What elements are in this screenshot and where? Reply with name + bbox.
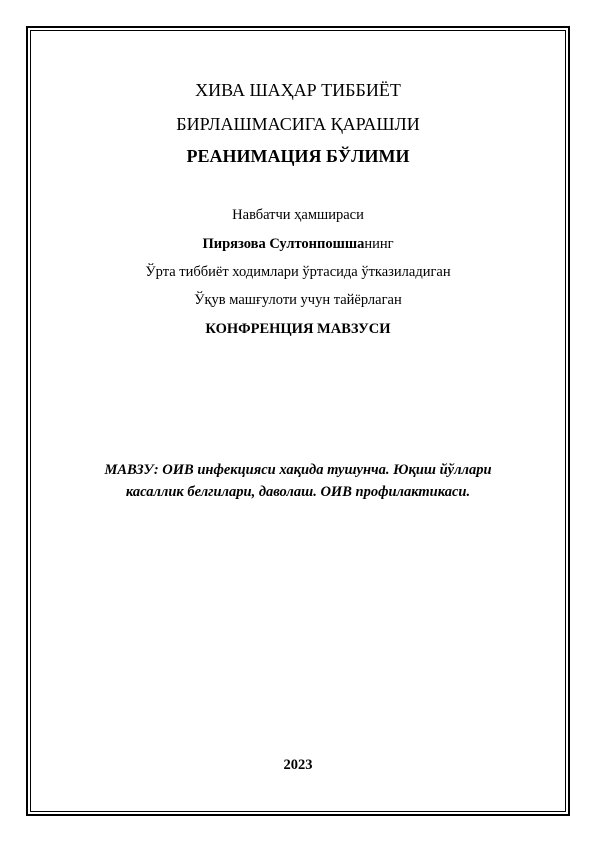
author-name-suffix: нинг	[364, 236, 394, 252]
year: 2023	[283, 757, 313, 773]
author-name-line	[30, 236, 566, 253]
topic-line-1: МАВЗУ: ОИВ инфекцияси хақида тушунча. Юқиш йўллари	[104, 462, 492, 478]
author-role: Навбатчи ҳамшираси	[232, 207, 364, 223]
author-name: Пирязова Султонпошша	[202, 236, 365, 252]
context-line-1: Ўрта тиббиёт ходимлари ўртасида ўтказиладиган	[145, 264, 451, 280]
department-title: РЕАНИМАЦИЯ БЎЛИМИ	[186, 146, 410, 166]
context-line-2: Ўқув машғулоти учун тайёрлаган	[194, 292, 402, 308]
topic-line-2: касаллик белгилари, даволаш. ОИВ профилактикаси.	[125, 484, 471, 500]
conference-title: КОНФРЕНЦИЯ МАВЗУСИ	[205, 321, 391, 337]
header-line-2: БИРЛАШМАСИГА ҚАРАШЛИ	[176, 114, 420, 134]
header-line-1: ХИВА ШАҲАР ТИББИЁТ	[195, 80, 401, 100]
